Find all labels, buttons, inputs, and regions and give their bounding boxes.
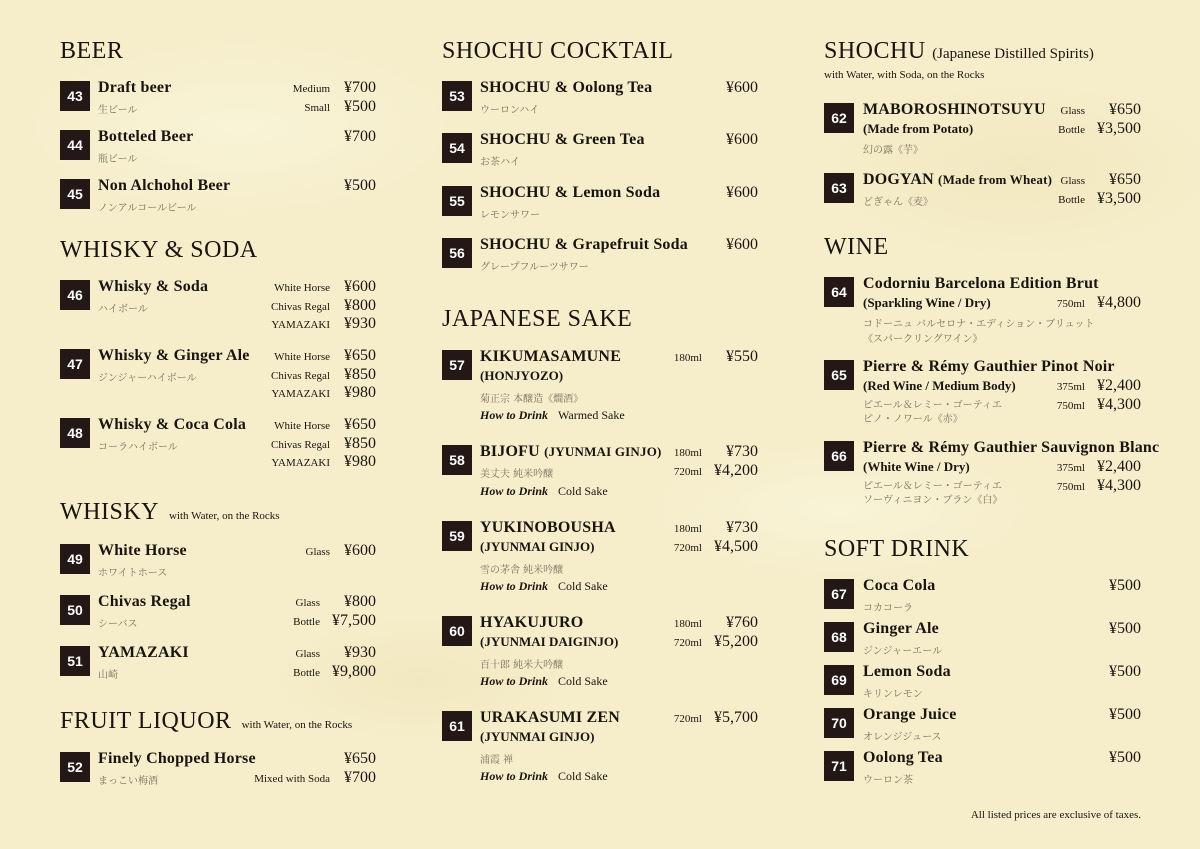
section-title-paren: (Japanese Distilled Spirits) <box>932 46 1094 62</box>
item-name: SHOCHU & Grapefruit Soda <box>480 236 688 253</box>
price: ¥850 <box>344 366 376 383</box>
item-name: Orange Juice <box>863 706 957 723</box>
item-number: 62 <box>824 103 854 133</box>
size-label: White Horse <box>274 351 330 363</box>
item-number: 64 <box>824 277 854 307</box>
item-japanese-name: ホワイトホース <box>98 568 168 579</box>
item-japanese-name: コカコーラ <box>863 603 913 614</box>
item-number: 50 <box>60 595 90 625</box>
size-label: 180ml <box>673 523 702 535</box>
section-title-soft-drink: SOFT DRINK <box>824 536 970 562</box>
item-name: Pierre & Rémy Gauthier Pinot Noir <box>863 358 1115 375</box>
size-label: 750ml <box>1056 298 1085 310</box>
price: ¥600 <box>726 184 758 201</box>
item-name: Draft beer <box>98 79 172 96</box>
size-label: 750ml <box>1056 400 1085 412</box>
size-label: Glass <box>305 546 330 558</box>
price: ¥9,800 <box>332 663 376 680</box>
how-to-drink <box>480 674 608 689</box>
section-title-beer: BEER <box>60 38 124 64</box>
item-number: 52 <box>60 752 90 782</box>
section-title-shochu-cocktail: SHOCHU COCKTAIL <box>442 38 674 64</box>
size-label: Bottle <box>293 616 320 628</box>
item-number: 55 <box>442 186 472 216</box>
item-number: 51 <box>60 646 90 676</box>
size-label: Chivas Regal <box>271 301 330 313</box>
item-name: YAMAZAKI <box>98 644 189 661</box>
size-label: Glass <box>295 597 320 609</box>
price: ¥500 <box>344 98 376 115</box>
item-subtitle: (JYUNMAI DAIGINJO) <box>480 634 619 649</box>
size-label: YAMAZAKI <box>271 457 330 469</box>
item-number: 57 <box>442 350 472 380</box>
size-label: White Horse <box>274 282 330 294</box>
price: ¥500 <box>344 177 376 194</box>
item-number: 49 <box>60 544 90 574</box>
item-name: White Horse <box>98 542 187 559</box>
price: ¥500 <box>1109 749 1141 766</box>
section-subtitle: with Water, on the Rocks <box>169 510 280 522</box>
size-label: Chivas Regal <box>271 439 330 451</box>
section-title-text: WHISKY <box>60 499 159 525</box>
size-label: 180ml <box>673 618 702 630</box>
how-to-drink <box>480 769 608 784</box>
price: ¥650 <box>344 416 376 433</box>
item-number: 67 <box>824 579 854 609</box>
how-to-drink-value: Cold Sake <box>558 579 608 593</box>
price: ¥730 <box>726 443 758 460</box>
price: ¥650 <box>344 750 376 767</box>
section-title-text: SHOCHU <box>824 38 926 64</box>
price: ¥500 <box>1109 663 1141 680</box>
size-label: 375ml <box>1056 381 1085 393</box>
item-japanese-name: 山崎 <box>98 670 118 681</box>
size-label: Medium <box>292 83 330 95</box>
item-japanese-name: ピエール＆レミー・ゴーティエ <box>863 400 1002 411</box>
item-number: 45 <box>60 179 90 209</box>
item-subtitle: (JYUNMAI GINJO) <box>480 539 595 554</box>
item-japanese-name: お茶ハイ <box>480 157 520 168</box>
section-note: with Water, with Soda, on the Rocks <box>824 69 985 81</box>
item-japanese-name: 瓶ビール <box>98 154 138 165</box>
price: ¥600 <box>726 79 758 96</box>
item-name: Lemon Soda <box>863 663 951 680</box>
item-name <box>863 171 1052 189</box>
price: ¥700 <box>344 79 376 96</box>
size-label: 720ml <box>673 713 702 725</box>
item-japanese-name: 菊正宗 本醸造《燗酒》 <box>480 394 584 405</box>
price: ¥500 <box>1109 706 1141 723</box>
item-name: Botteled Beer <box>98 128 194 145</box>
size-label: Glass <box>1060 105 1085 117</box>
how-to-drink-label: How to Drink <box>480 579 549 593</box>
size-label: 750ml <box>1056 481 1085 493</box>
item-japanese-name: 雪の茅舎 純米吟醸 <box>480 565 564 576</box>
item-japanese-name: 百十郎 純米大吟醸 <box>480 660 564 671</box>
price: ¥800 <box>344 297 376 314</box>
section-title-japanese-sake: JAPANESE SAKE <box>442 306 633 332</box>
item-name: SHOCHU & Oolong Tea <box>480 79 653 96</box>
item-number: 56 <box>442 238 472 268</box>
item-japanese-name: どぎゃん《麦》 <box>863 197 933 208</box>
size-label: YAMAZAKI <box>271 319 330 331</box>
item-number: 47 <box>60 349 90 379</box>
item-japanese-name: ソーヴィニヨン・ブラン《白》 <box>863 495 1003 506</box>
item-subtitle: (JYUNMAI GINJO) <box>480 729 595 744</box>
price: ¥4,200 <box>714 462 758 479</box>
item-japanese-name: ウーロン茶 <box>863 775 913 786</box>
item-number: 46 <box>60 280 90 310</box>
item-japanese-name: ジンジャーエール <box>863 646 943 657</box>
item-name-paren: (JYUNMAI GINJO) <box>544 444 662 459</box>
price: ¥700 <box>344 128 376 145</box>
price: ¥4,500 <box>714 538 758 555</box>
how-to-drink <box>480 484 608 499</box>
item-number: 43 <box>60 81 90 111</box>
section-title-shochu <box>824 38 1094 65</box>
section-title-wine: WINE <box>824 234 889 260</box>
item-number: 63 <box>824 173 854 203</box>
item-name: URAKASUMI ZEN <box>480 709 620 726</box>
item-number: 54 <box>442 133 472 163</box>
item-subtitle: (Made from Potato) <box>863 121 974 136</box>
section-title-fruit-liquor <box>60 708 352 735</box>
price: ¥730 <box>726 519 758 536</box>
how-to-drink-label: How to Drink <box>480 674 549 688</box>
item-number: 69 <box>824 665 854 695</box>
item-subtitle: (White Wine / Dry) <box>863 459 970 474</box>
item-number: 66 <box>824 441 854 471</box>
section-subtitle: with Water, on the Rocks <box>241 719 353 731</box>
price: ¥5,200 <box>714 633 758 650</box>
size-label: White Horse <box>274 420 330 432</box>
item-name: Ginger Ale <box>863 620 939 637</box>
size-label: 180ml <box>673 447 702 459</box>
price: ¥4,800 <box>1097 294 1141 311</box>
item-name-text: BIJOFU <box>480 443 540 460</box>
item-subtitle: (HONJYOZO) <box>480 368 564 383</box>
size-label: 720ml <box>673 542 702 554</box>
how-to-drink-value: Warmed Sake <box>558 408 625 422</box>
size-label: YAMAZAKI <box>271 388 330 400</box>
price: ¥500 <box>1109 577 1141 594</box>
item-japanese-name: ピノ・ノワール《赤》 <box>863 414 963 425</box>
how-to-drink-value: Cold Sake <box>558 484 608 498</box>
tax-note: All listed prices are exclusive of taxes. <box>970 809 1141 821</box>
item-name <box>480 443 662 461</box>
size-label: Glass <box>1060 175 1085 187</box>
item-japanese-name: コドーニュ バルセロナ・エディション・ブリュット <box>863 319 1095 330</box>
item-number: 70 <box>824 708 854 738</box>
price: ¥650 <box>1109 101 1141 118</box>
size-label: Chivas Regal <box>271 370 330 382</box>
item-name-text: DOGYAN <box>863 171 934 188</box>
price: ¥980 <box>344 453 376 470</box>
how-to-drink-label: How to Drink <box>480 408 549 422</box>
price: ¥700 <box>344 769 376 786</box>
size-label: Bottle <box>1058 194 1085 206</box>
item-subtitle: (Red Wine / Medium Body) <box>863 378 1016 393</box>
how-to-drink-value: Cold Sake <box>558 674 608 688</box>
how-to-drink <box>480 579 608 594</box>
size-label: Bottle <box>293 667 320 679</box>
item-subtitle: (Sparkling Wine / Dry) <box>863 295 991 310</box>
item-japanese-name: グレープフルーツサワー <box>480 262 589 273</box>
item-japanese-name: シーバス <box>98 619 138 630</box>
price: ¥850 <box>344 435 376 452</box>
how-to-drink <box>480 408 625 423</box>
price: ¥3,500 <box>1097 190 1141 207</box>
price: ¥930 <box>344 644 376 661</box>
item-number: 58 <box>442 445 472 475</box>
item-name-paren: (Made from Wheat) <box>938 172 1053 187</box>
item-japanese-name: ジンジャーハイボール <box>98 373 197 384</box>
how-to-drink-label: How to Drink <box>480 769 549 783</box>
item-number: 53 <box>442 81 472 111</box>
price: ¥650 <box>344 347 376 364</box>
item-japanese-name: レモンサワー <box>480 210 540 221</box>
item-japanese-name: 美丈夫 純米吟醸 <box>480 469 554 480</box>
item-name: MABOROSHINOTSUYU <box>863 101 1046 118</box>
price: ¥2,400 <box>1097 458 1141 475</box>
section-title-whisky <box>60 499 280 526</box>
item-name: Codorniu Barcelona Edition Brut <box>863 275 1099 292</box>
item-name: Oolong Tea <box>863 749 943 766</box>
price: ¥600 <box>344 542 376 559</box>
price: ¥800 <box>344 593 376 610</box>
size-label: Mixed with Soda <box>254 773 330 785</box>
item-japanese-name: 生ビール <box>98 105 138 116</box>
item-japanese-name: コーラハイボール <box>98 442 178 453</box>
item-japanese-name: ノンアルコールビール <box>98 203 197 214</box>
item-japanese-name: オレンジジュース <box>863 732 942 743</box>
size-label: Glass <box>295 648 320 660</box>
price: ¥5,700 <box>714 709 758 726</box>
item-number: 68 <box>824 622 854 652</box>
item-number: 44 <box>60 130 90 160</box>
item-name: SHOCHU & Green Tea <box>480 131 645 148</box>
price: ¥600 <box>726 236 758 253</box>
section-title-whisky-soda: WHISKY & SODA <box>60 237 258 263</box>
item-japanese-name: まっこい梅酒 <box>98 776 158 787</box>
item-number: 48 <box>60 418 90 448</box>
price: ¥7,500 <box>332 612 376 629</box>
item-number: 60 <box>442 616 472 646</box>
item-name: HYAKUJURO <box>480 614 584 631</box>
size-label: 720ml <box>673 466 702 478</box>
item-name: Coca Cola <box>863 577 936 594</box>
item-japanese-name: ウーロンハイ <box>480 105 540 116</box>
price: ¥980 <box>344 384 376 401</box>
item-japanese-name: 幻の露《芋》 <box>863 145 923 156</box>
price: ¥600 <box>726 131 758 148</box>
size-label: 375ml <box>1056 462 1085 474</box>
item-name: YUKINOBOUSHA <box>480 519 616 536</box>
item-name: KIKUMASAMUNE <box>480 348 622 365</box>
item-japanese-name: 浦霞 禅 <box>480 755 514 766</box>
item-number: 59 <box>442 521 472 551</box>
price: ¥2,400 <box>1097 377 1141 394</box>
size-label: 180ml <box>673 352 702 364</box>
item-japanese-name: キリンレモン <box>863 689 923 700</box>
item-name: Pierre & Rémy Gauthier Sauvignon Blanc <box>863 439 1160 456</box>
price: ¥760 <box>726 614 758 631</box>
price: ¥550 <box>726 348 758 365</box>
item-name: Chivas Regal <box>98 593 191 610</box>
item-japanese-name: ピエール＆レミー・ゴーティエ <box>863 481 1002 492</box>
item-name: Finely Chopped Horse <box>98 750 256 767</box>
item-name: Non Alchohol Beer <box>98 177 231 194</box>
item-name: Whisky & Ginger Ale <box>98 347 250 364</box>
item-name: SHOCHU & Lemon Soda <box>480 184 661 201</box>
item-name: Whisky & Coca Cola <box>98 416 247 433</box>
item-number: 65 <box>824 360 854 390</box>
price: ¥930 <box>344 315 376 332</box>
price: ¥3,500 <box>1097 120 1141 137</box>
price: ¥500 <box>1109 620 1141 637</box>
item-number: 71 <box>824 751 854 781</box>
item-number: 61 <box>442 711 472 741</box>
size-label: Bottle <box>1058 124 1085 136</box>
size-label: Small <box>304 102 330 114</box>
section-title-text: FRUIT LIQUOR <box>60 708 232 734</box>
how-to-drink-label: How to Drink <box>480 484 549 498</box>
size-label: 720ml <box>673 637 702 649</box>
price: ¥650 <box>1109 171 1141 188</box>
price: ¥600 <box>344 278 376 295</box>
item-japanese-name: ハイボール <box>98 304 148 315</box>
item-name: Whisky & Soda <box>98 278 209 295</box>
item-japanese-name: 《スパークリングワイン》 <box>863 334 983 345</box>
how-to-drink-value: Cold Sake <box>558 769 608 783</box>
price: ¥4,300 <box>1097 396 1141 413</box>
price: ¥4,300 <box>1097 477 1141 494</box>
